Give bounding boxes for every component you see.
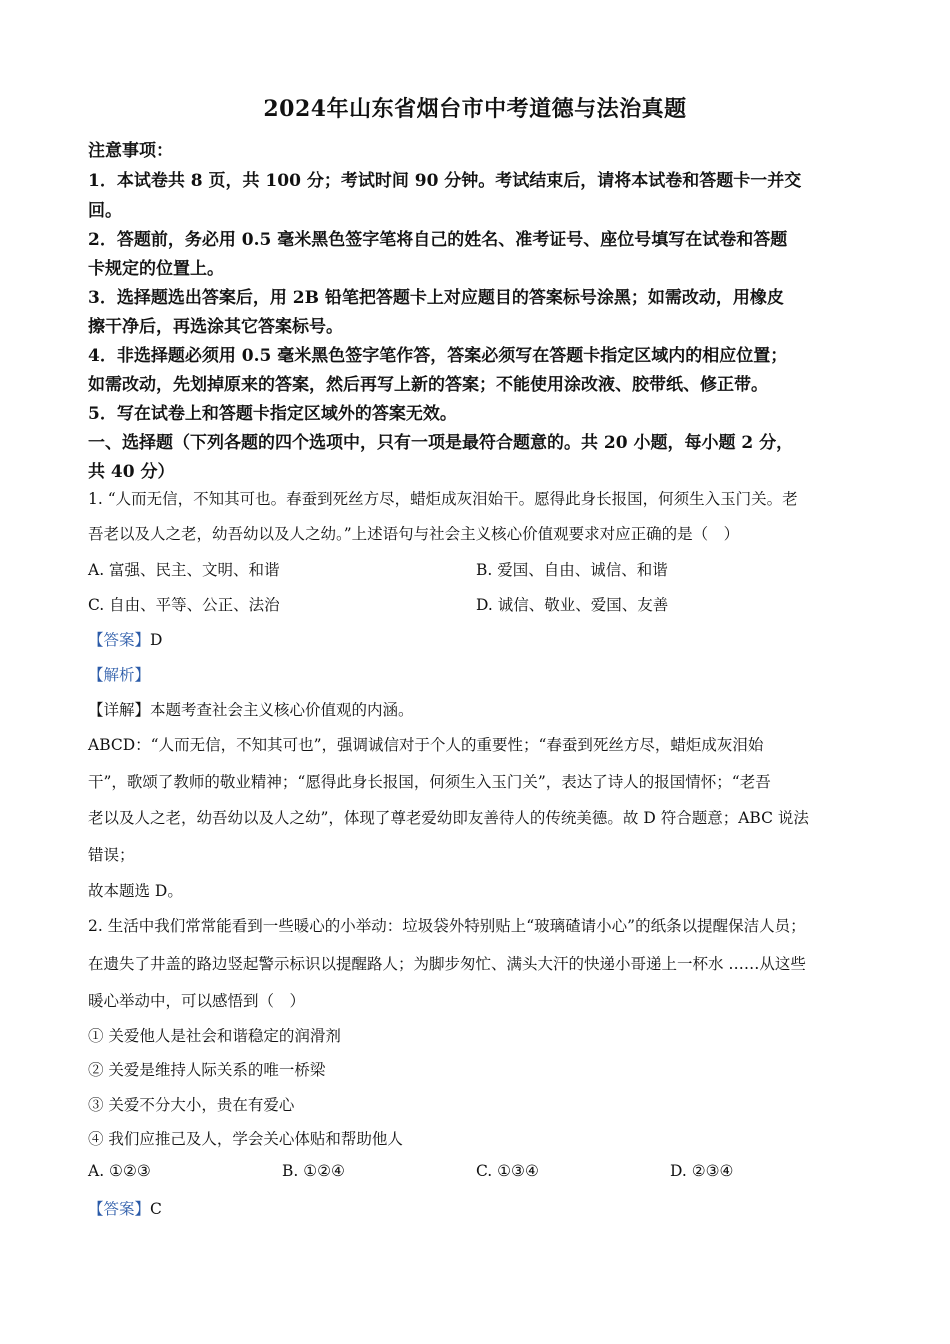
question-stem: 1. “人而无信，不知其可也。春蚕到死丝方尽，蜡炬成灰泪始干。愿得此身长报国，何须生入玉门关。老	[88, 490, 798, 508]
notice-line: 1．本试卷共 8 页，共 100 分；考试时间 90 分钟。考试结束后，请将本试卷和答题卡一并交	[88, 171, 802, 191]
option-b: B. ①②④	[282, 1162, 345, 1180]
page-title: 2024年山东省烟台市中考道德与法治真题	[263, 96, 687, 122]
notice-line: 回。	[88, 201, 122, 221]
explanation-line: 故本题选 D。	[88, 882, 183, 900]
statement-item: ④ 我们应推己及人，学会关心体贴和帮助他人	[88, 1130, 403, 1148]
explanation-line: 错误；	[88, 846, 135, 864]
answer-line	[88, 628, 862, 650]
answer-line	[88, 1197, 862, 1219]
question-stem: 2. 生活中我们常常能看到一些暖心的小举动：垃圾袋外特别贴上“玻璃碴请小心”的纸条以提醒保洁人员；	[88, 917, 806, 935]
explanation-line: 干”，歌颂了教师的敬业精神；“愿得此身长报国，何须生入玉门关”，表达了诗人的报国情怀；“老吾	[88, 773, 771, 791]
option-c: C. ①③④	[476, 1162, 539, 1180]
option-d: D. ②③④	[670, 1162, 734, 1180]
answer-value: C	[150, 1200, 162, 1218]
detail-text: 本题考查社会主义核心价值观的内涵。	[150, 701, 414, 719]
option-c: C. 自由、平等、公正、法治	[88, 596, 280, 614]
analysis-line	[88, 663, 862, 685]
notice-line: 擦干净后，再选涂其它答案标号。	[88, 317, 343, 337]
statement-item: ② 关爱是维持人际关系的唯一桥梁	[88, 1061, 326, 1079]
explanation-line: 老以及人之老，幼吾幼以及人之幼”，体现了尊老爱幼即友善待人的传统美德。故 D 符合题意；ABC 说法	[88, 809, 809, 827]
notice-line: 3．选择题选出答案后，用 2B 铅笔把答题卡上对应题目的答案标号涂黑；如需改动，用橡皮	[88, 288, 784, 308]
notice-line: 如需改动，先划掉原来的答案，然后再写上新的答案；不能使用涂改液、胶带纸、修正带。	[88, 375, 768, 395]
answer-tag: 【答案】	[88, 1200, 151, 1218]
question-stem: 吾老以及人之老，幼吾幼以及人之幼。”上述语句与社会主义核心价值观要求对应正确的是（ ）	[88, 525, 740, 543]
question-stem: 暖心举动中，可以感悟到（ ）	[88, 992, 306, 1010]
analysis-tag: 【解析】	[88, 666, 151, 684]
detail-line	[88, 698, 862, 720]
answer-value: D	[150, 631, 163, 649]
notice-heading: 注意事项：	[88, 141, 173, 161]
notice-line: 5．写在试卷上和答题卡指定区域外的答案无效。	[88, 404, 457, 424]
statement-item: ① 关爱他人是社会和谐稳定的润滑剂	[88, 1027, 341, 1045]
section-heading: 一、选择题（下列各题的四个选项中，只有一项是最符合题意的。共 20 小题，每小题 2 分，	[88, 433, 794, 453]
notice-line: 4．非选择题必须用 0.5 毫米黑色签字笔作答，答案必须写在答题卡指定区域内的相应位置；	[88, 346, 788, 366]
explanation-line: ABCD：“人而无信，不知其可也”，强调诚信对于个人的重要性；“春蚕到死丝方尽，蜡炬成灰泪始	[88, 736, 764, 754]
option-a: A. 富强、民主、文明、和谐	[88, 561, 280, 579]
answer-tag: 【答案】	[88, 631, 151, 649]
section-heading-cont: 共 40 分）	[88, 462, 175, 482]
detail-tag: 【详解】	[88, 701, 151, 719]
notice-line: 2．答题前，务必用 0.5 毫米黑色签字笔将自己的姓名、准考证号、座位号填写在试卷和答题	[88, 230, 788, 250]
option-b: B. 爱国、自由、诚信、和谐	[476, 561, 668, 579]
notice-line: 卡规定的位置上。	[88, 259, 224, 279]
statement-item: ③ 关爱不分大小，贵在有爱心	[88, 1096, 295, 1114]
option-d: D. 诚信、敬业、爱国、友善	[476, 596, 669, 614]
question-stem: 在遗失了井盖的路边竖起警示标识以提醒路人；为脚步匆忙、满头大汗的快递小哥递上一杯水 ……从这些	[88, 955, 806, 973]
option-a: A. ①②③	[88, 1162, 151, 1180]
